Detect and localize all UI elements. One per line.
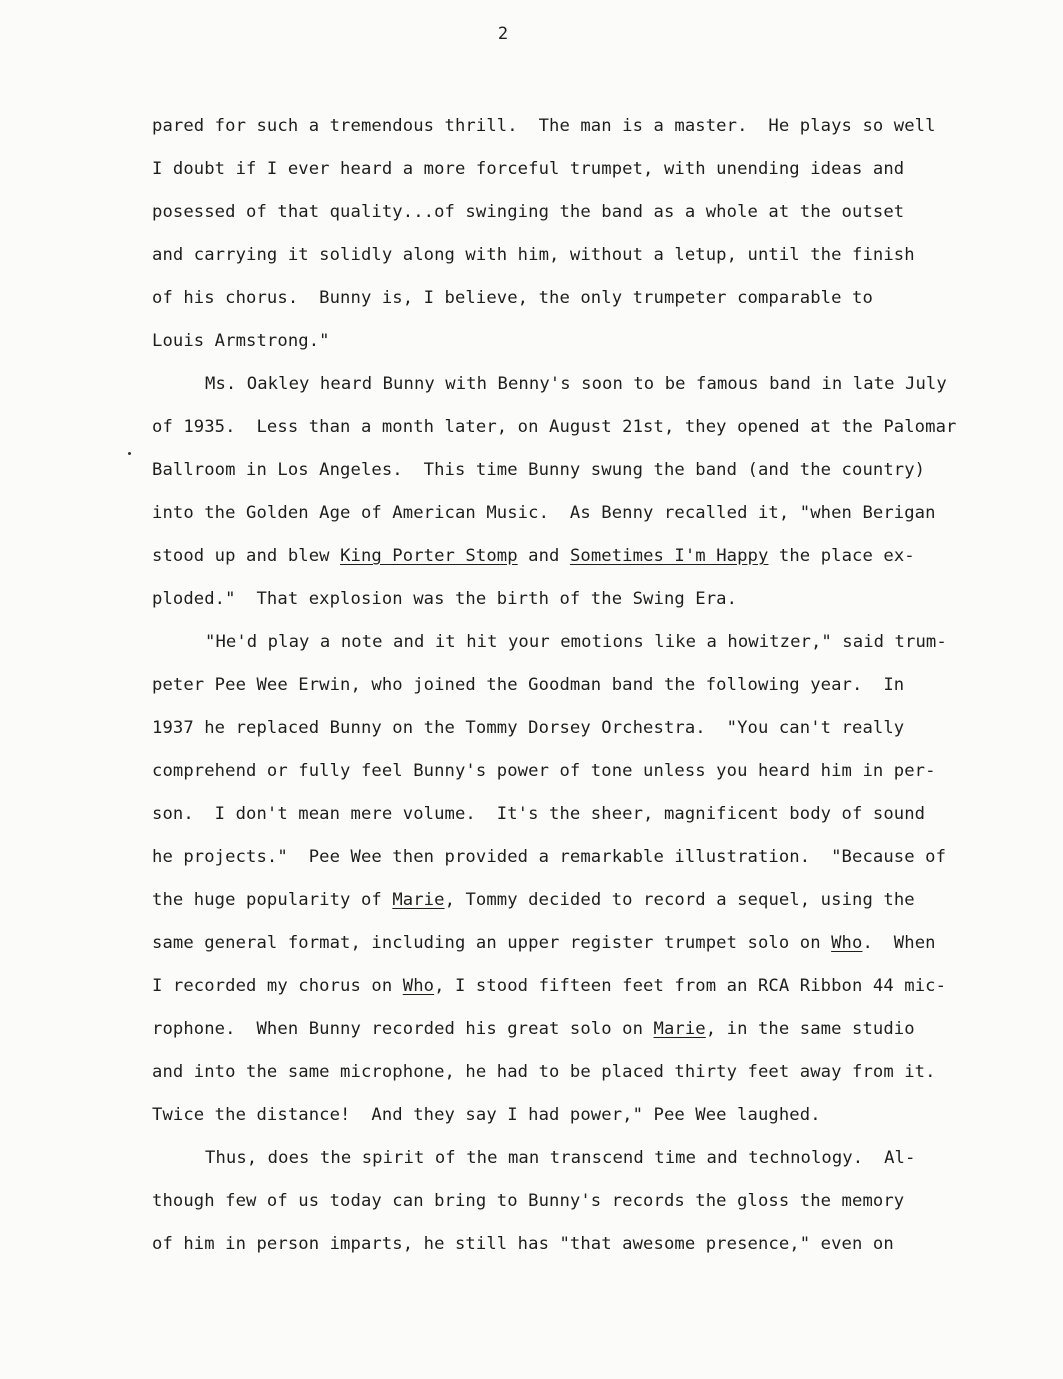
text-run: , Tommy decided to record a sequel, using the bbox=[444, 890, 915, 910]
text-line bbox=[152, 320, 992, 363]
text-line bbox=[152, 879, 992, 922]
text-run: rophone. When Bunny recorded his great solo on bbox=[152, 1019, 654, 1039]
text-run: I doubt if I ever heard a more forceful trumpet, with unending ideas and bbox=[152, 159, 905, 179]
text-line bbox=[152, 363, 992, 406]
text-run: , I stood fifteen feet from an RCA Ribbon 44 mic- bbox=[434, 976, 947, 996]
text-run: "He'd play a note and it hit your emotions like a howitzer," said trum- bbox=[205, 632, 947, 652]
text-run: ploded." That explosion was the birth of the Swing Era. bbox=[152, 589, 738, 609]
text-run: peter Pee Wee Erwin, who joined the Goodman band the following year. In bbox=[152, 675, 905, 695]
text-run: though few of us today can bring to Bunny's records the gloss the memory bbox=[152, 1191, 905, 1211]
underlined-title: Who bbox=[402, 976, 435, 996]
text-line bbox=[152, 1137, 992, 1180]
text-run: into the Golden Age of American Music. As Benny recalled it, "when Berigan bbox=[152, 503, 936, 523]
text-line bbox=[152, 750, 992, 793]
text-run: . When bbox=[862, 933, 936, 953]
text-line bbox=[152, 1008, 992, 1051]
stray-mark bbox=[128, 452, 131, 455]
text-line bbox=[152, 1180, 992, 1223]
text-line bbox=[152, 406, 992, 449]
text-line bbox=[152, 793, 992, 836]
text-run: , in the same studio bbox=[705, 1019, 915, 1039]
text-line bbox=[152, 105, 992, 148]
text-run: and bbox=[517, 546, 570, 566]
text-line bbox=[152, 277, 992, 320]
text-run: comprehend or fully feel Bunny's power of tone unless you heard him in per- bbox=[152, 761, 936, 781]
text-line bbox=[152, 578, 992, 621]
text-line bbox=[152, 492, 992, 535]
underlined-title: King Porter Stomp bbox=[340, 546, 518, 566]
text-run: son. I don't mean mere volume. It's the sheer, magnificent body of sound bbox=[152, 804, 926, 824]
text-run: of him in person imparts, he still has "that awesome presence," even on bbox=[152, 1234, 894, 1254]
text-run: stood up and blew bbox=[152, 546, 341, 566]
text-line bbox=[152, 922, 992, 965]
underlined-title: Marie bbox=[653, 1019, 706, 1039]
text-run: pared for such a tremendous thrill. The man is a master. He plays so well bbox=[152, 116, 936, 136]
text-line bbox=[152, 148, 992, 191]
text-run: the place ex- bbox=[768, 546, 915, 566]
text-line bbox=[152, 1094, 992, 1137]
page-number: 2 bbox=[497, 24, 509, 44]
text-line bbox=[152, 707, 992, 750]
text-run: of his chorus. Bunny is, I believe, the only trumpeter comparable to bbox=[152, 288, 873, 308]
text-run: posessed of that quality...of swinging the band as a whole at the outset bbox=[152, 202, 905, 222]
text-line bbox=[152, 1223, 992, 1266]
text-run: he projects." Pee Wee then provided a remarkable illustration. "Because of bbox=[152, 847, 947, 867]
text-run: same general format, including an upper register trumpet solo on bbox=[152, 933, 832, 953]
underlined-title: Who bbox=[831, 933, 863, 953]
text-run: Twice the distance! And they say I had power," Pee Wee laughed. bbox=[152, 1105, 821, 1125]
text-run: and into the same microphone, he had to be placed thirty feet away from it. bbox=[152, 1062, 936, 1082]
underlined-title: Sometimes I'm Happy bbox=[569, 546, 769, 566]
text-run: the huge popularity of bbox=[152, 890, 393, 910]
text-line bbox=[152, 449, 992, 492]
text-line bbox=[152, 664, 992, 707]
text-run: Ballroom in Los Angeles. This time Bunny swung the band (and the country) bbox=[152, 460, 926, 480]
text-run: Ms. Oakley heard Bunny with Benny's soon to be famous band in late July bbox=[205, 374, 947, 394]
text-line bbox=[152, 234, 992, 277]
body-text bbox=[152, 105, 992, 1266]
text-run: Thus, does the spirit of the man transcend time and technology. Al- bbox=[205, 1148, 916, 1168]
text-run: I recorded my chorus on bbox=[152, 976, 403, 996]
text-line bbox=[152, 965, 992, 1008]
text-run: Louis Armstrong." bbox=[152, 331, 330, 351]
underlined-title: Marie bbox=[392, 890, 445, 910]
text-run: 1937 he replaced Bunny on the Tommy Dorsey Orchestra. "You can't really bbox=[152, 718, 905, 738]
text-line bbox=[152, 1051, 992, 1094]
text-line bbox=[152, 191, 992, 234]
text-line bbox=[152, 621, 992, 664]
text-run: of 1935. Less than a month later, on August 21st, they opened at the Palomar bbox=[152, 417, 957, 437]
text-line bbox=[152, 535, 992, 578]
text-run: and carrying it solidly along with him, without a letup, until the finish bbox=[152, 245, 915, 265]
text-line bbox=[152, 836, 992, 879]
